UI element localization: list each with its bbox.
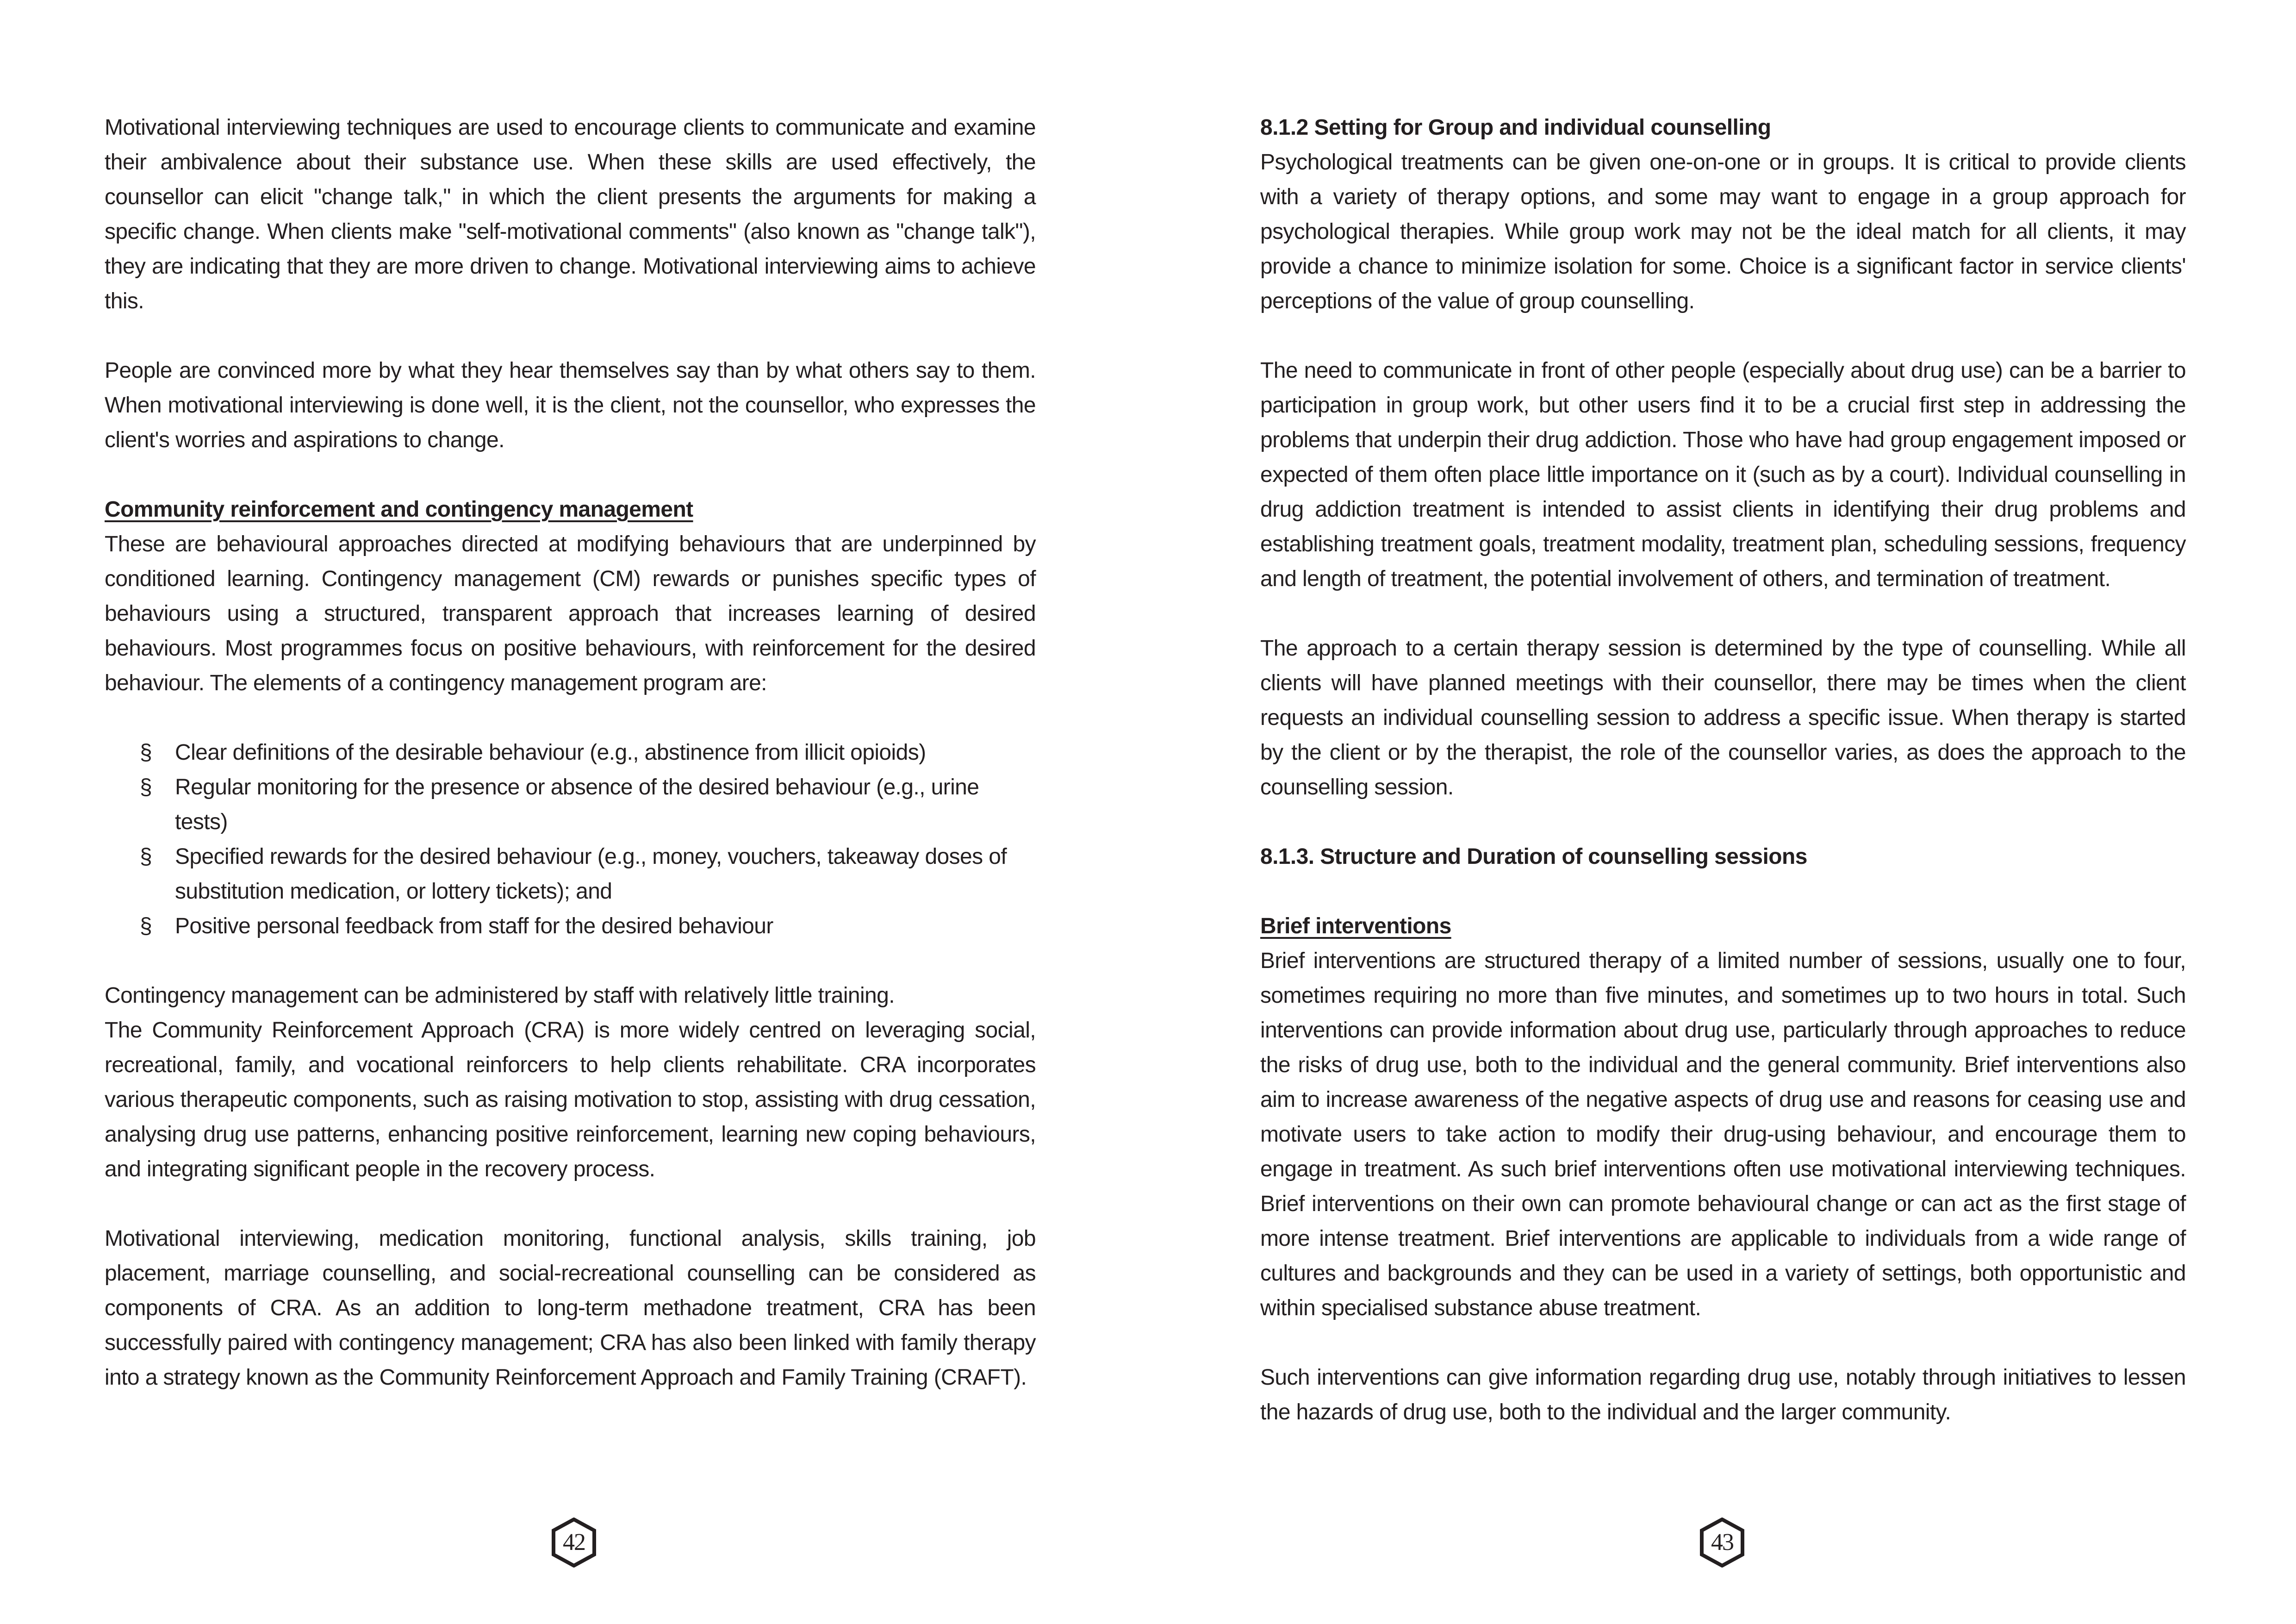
page-number: 42: [563, 1529, 585, 1555]
page-number-badge: [551, 1518, 597, 1568]
list-item: § Specified rewards for the desired behaviour (e.g., money, vouchers, takeaway doses of substitution medication, or lottery tickets); and: [105, 839, 1036, 909]
right-page: [1148, 0, 2296, 1624]
page-number: 43: [1711, 1529, 1733, 1555]
section-heading: 8.1.2 Setting for Group and individual counselling: [1260, 115, 1771, 140]
section-sign-bullet-icon: §: [140, 844, 152, 869]
paragraph: The approach to a certain therapy session is determined by the type of counselling. While all clients will have planned meetings with their counsellor, there may be times when the client requests an individual counselling session to address a specific issue. When therapy is started by the client or by the therapist, the role of the counsellor varies, as does the approach to the counselling session.: [1260, 636, 2186, 800]
left-text-column: [105, 110, 1036, 1395]
section-heading: Community reinforcement and contingency management: [105, 497, 693, 522]
paragraph: Motivational interviewing techniques are used to encourage clients to communicate and examine their ambivalence about their substance use. When these skills are used effectively, the counsellor can elicit "change talk," in which the client presents the arguments for making a specific change. When clients make "self-motivational comments" (also known as "change talk"), they are indicating that they are more driven to change. Motivational interviewing aims to achieve this.: [105, 115, 1036, 313]
section-heading: 8.1.3. Structure and Duration of counselling sessions: [1260, 844, 1807, 869]
paragraph: People are convinced more by what they hear themselves say than by what others say to them. When motivational interviewing is done well, it is the client, not the counsellor, who expresses the client's worries and aspirations to change.: [105, 358, 1036, 452]
list-item: § Positive personal feedback from staff for the desired behaviour: [105, 909, 1036, 943]
paragraph: The need to communicate in front of other people (especially about drug use) can be a barrier to participation in group work, but other users find it to be a crucial first step in addressing the problems that underpin their drug addiction. Those who have had group engagement imposed or expected of them often place little importance on it (such as by a court). Individual counselling in drug addiction treatment is intended to assist clients in identifying their drug problems and establishing treatment goals, treatment modality, treatment plan, scheduling sessions, frequency and length of treatment, the potential involvement of others, and termination of treatment.: [1260, 358, 2186, 591]
paragraph: Motivational interviewing, medication monitoring, functional analysis, skills training, job placement, marriage counselling, and social-recreational counselling can be considered as components of CRA. As an addition to long-term methadone treatment, CRA has been successfully paired with contingency management; CRA has also been linked with family therapy into a strategy known as the Community Reinforcement Approach and Family Training (CRAFT).: [105, 1226, 1036, 1390]
paragraph: These are behavioural approaches directed at modifying behaviours that are underpinned by conditioned learning. Contingency management (CM) rewards or punishes specific types of behaviours using a structured, transparent approach that increases learning of desired behaviours. Most programmes focus on positive behaviours, with reinforcement for the desired behaviour. The elements of a contingency management program are:: [105, 532, 1036, 695]
list-item: § Clear definitions of the desirable behaviour (e.g., abstinence from illicit opioids): [105, 735, 1036, 770]
right-text-column: [1260, 110, 2186, 1430]
section-sign-bullet-icon: §: [140, 914, 152, 938]
section-sign-bullet-icon: §: [140, 740, 152, 765]
section-sign-bullet-icon: §: [140, 775, 152, 800]
paragraph: Such interventions can give information regarding drug use, notably through initiatives to lessen the hazards of drug use, both to the individual and the larger community.: [1260, 1365, 2186, 1424]
page-number-badge: [1699, 1518, 1745, 1568]
paragraph: The Community Reinforcement Approach (CRA) is more widely centred on leveraging social, recreational, family, and vocational reinforcers to help clients rehabilitate. CRA incorporates various therapeutic components, such as raising motivation to stop, assisting with drug cessation, analysing drug use patterns, enhancing positive reinforcement, learning new coping behaviours, and integrating significant people in the recovery process.: [105, 1018, 1036, 1181]
paragraph: Brief interventions are structured therapy of a limited number of sessions, usually one to four, sometimes requiring no more than five minutes, and sometimes up to two hours in total. Such interventions can provide information about drug use, particularly through approaches to reduce the risks of drug use, both to the individual and the general community. Brief interventions also aim to increase awareness of the negative aspects of drug use and reasons for ceasing use and motivate users to take action to modify their drug-using behaviour, and encourage them to engage in treatment. As such brief interventions often use motivational interviewing techniques. Brief interventions on their own can promote behavioural change or can act as the first stage of more intense treatment. Brief interventions are applicable to individuals from a wide range of cultures and backgrounds and they can be used in a variety of settings, both opportunistic and within specialised substance abuse treatment.: [1260, 949, 2186, 1320]
paragraph: Psychological treatments can be given one-on-one or in groups. It is critical to provide clients with a variety of therapy options, and some may want to engage in a group approach for psychological therapies. While group work may not be the ideal match for all clients, it may provide a chance to minimize isolation for some. Choice is a significant factor in service clients' perceptions of the value of group counselling.: [1260, 150, 2186, 313]
bullet-list: [105, 735, 1036, 943]
subsection-heading: Brief interventions: [1260, 914, 1451, 938]
paragraph: Contingency management can be administered by staff with relatively little training.: [105, 983, 895, 1008]
list-item: § Regular monitoring for the presence or absence of the desired behaviour (e.g., urine tests): [105, 770, 1036, 839]
